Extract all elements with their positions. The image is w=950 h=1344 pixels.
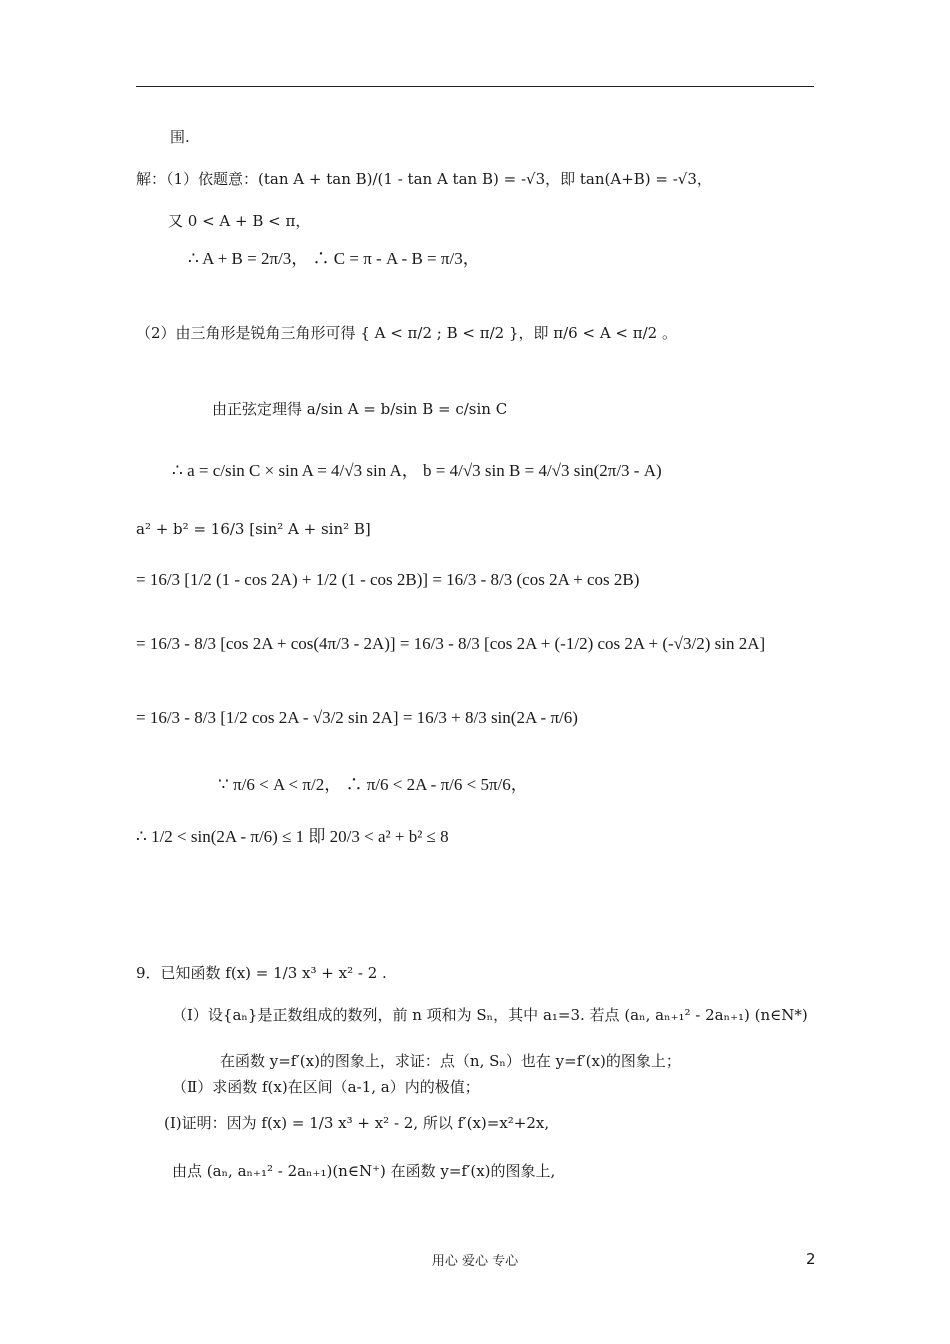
header-rule	[136, 86, 814, 87]
math-line: ∴ 1/2 < sin(2A - π/6) ≤ 1 即 20/3 < a² + b² ≤ 8	[136, 827, 449, 846]
math-line: = 16/3 - 8/3 [1/2 cos 2A - √3/2 sin 2A] = 16/3 + 8/3 sin(2A - π/6)	[136, 708, 578, 727]
math-line: = 16/3 [1/2 (1 - cos 2A) + 1/2 (1 - cos 2B)] = 16/3 - 8/3 (cos 2A + cos 2B)	[136, 570, 640, 589]
math-line: ∵ π/6 < A < π/2， ∴ π/6 < 2A - π/6 < 5π/6，	[218, 775, 528, 794]
math-line: 由正弦定理得 a/sin A = b/sin B = c/sin C	[212, 400, 508, 418]
problem-part-1: （Ⅰ）设{aₙ}是正数组成的数列，前 n 项和为 Sₙ，其中 a₁=3. 若点 (aₙ, aₙ₊₁² - 2aₙ₊₁) (n∈N*)	[172, 1006, 808, 1024]
proof-line: 由点 (aₙ, aₙ₊₁² - 2aₙ₊₁)(n∈N⁺) 在函数 y=f′(x)的图象上,	[172, 1162, 556, 1180]
math-line: 解：（1）依题意：(tan A + tan B)/(1 - tan A tan B) = -√3，即 tan(A+B) = -√3，	[136, 170, 712, 188]
math-line: a² + b² = 16/3 [sin² A + sin² B]	[136, 520, 371, 538]
math-line: （2）由三角形是锐角三角形可得 { A < π/2 ; B < π/2 }，即 π/6 < A < π/2 。	[136, 324, 677, 342]
math-line: ∴ A + B = 2π/3， ∴ C = π - A - B = π/3，	[188, 249, 480, 268]
problem-statement: 9．已知函数 f(x) = 1/3 x³ + x² - 2 .	[136, 964, 387, 982]
math-line: = 16/3 - 8/3 [cos 2A + cos(4π/3 - 2A)] = 16/3 - 8/3 [cos 2A + (-1/2) cos 2A + (-√3/2) sin 2A]	[136, 634, 766, 653]
math-line: 又 0 < A + B < π，	[168, 212, 311, 230]
math-line: ∴ a = c/sin C × sin A = 4/√3 sin A， b = 4/√3 sin B = 4/√3 sin(2π/3 - A)	[172, 461, 662, 480]
text-line: 围.	[170, 128, 190, 146]
footer-text: 用心 爱心 专心	[431, 1254, 519, 1269]
problem-part-2: （Ⅱ）求函数 f(x)在区间（a-1, a）内的极值；	[172, 1078, 480, 1096]
proof-line: (Ⅰ)证明：因为 f(x) = 1/3 x³ + x² - 2, 所以 f′(x)=x²+2x,	[164, 1114, 550, 1132]
problem-part-1-cont: 在函数 y=f′(x)的图象上，求证：点（n, Sₙ）也在 y=f′(x)的图象上；	[220, 1052, 681, 1070]
page-number: 2	[806, 1250, 816, 1268]
